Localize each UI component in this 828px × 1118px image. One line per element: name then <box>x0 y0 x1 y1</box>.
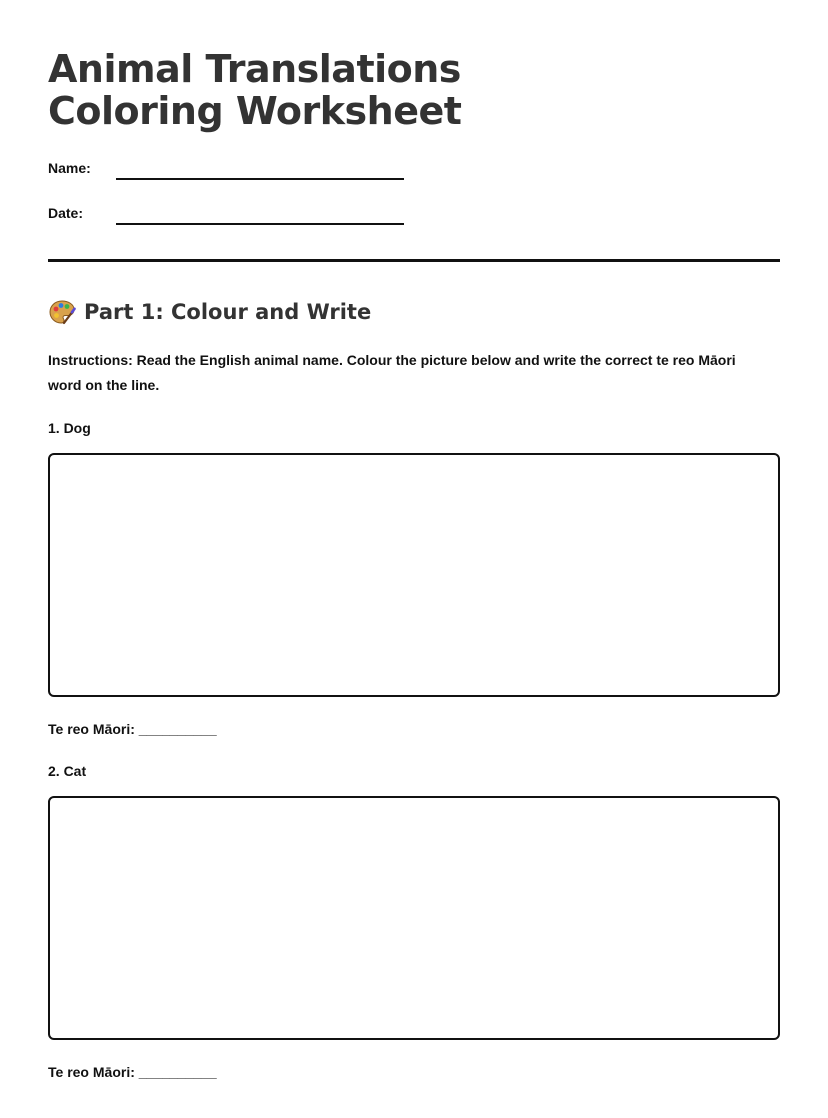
item-label-dog: 1. Dog <box>48 420 91 436</box>
date-write-line[interactable] <box>116 223 404 225</box>
instructions-text: Instructions: Read the English animal name. Colour the picture below and write the correct te reo Māori word on the line. <box>48 352 736 393</box>
worksheet-page <box>48 48 780 1082</box>
answer-line-cat[interactable]: Te reo Māori: __________ <box>48 1064 217 1080</box>
date-field[interactable] <box>48 201 780 225</box>
name-field[interactable] <box>48 156 780 180</box>
name-label: Name: <box>48 160 91 176</box>
coloring-box-dog[interactable] <box>48 453 780 697</box>
section-divider <box>48 259 780 262</box>
answer-line-dog[interactable]: Te reo Māori: __________ <box>48 721 217 737</box>
part1-heading <box>48 298 780 326</box>
palette-icon <box>48 298 76 326</box>
name-write-line[interactable] <box>116 178 404 180</box>
item-label-cat: 2. Cat <box>48 763 87 779</box>
date-label: Date: <box>48 205 84 221</box>
part1-heading-text: Part 1: Colour and Write <box>84 300 372 324</box>
coloring-box-cat[interactable] <box>48 796 780 1040</box>
page-title: Animal Translations Coloring Worksheet <box>48 47 462 133</box>
